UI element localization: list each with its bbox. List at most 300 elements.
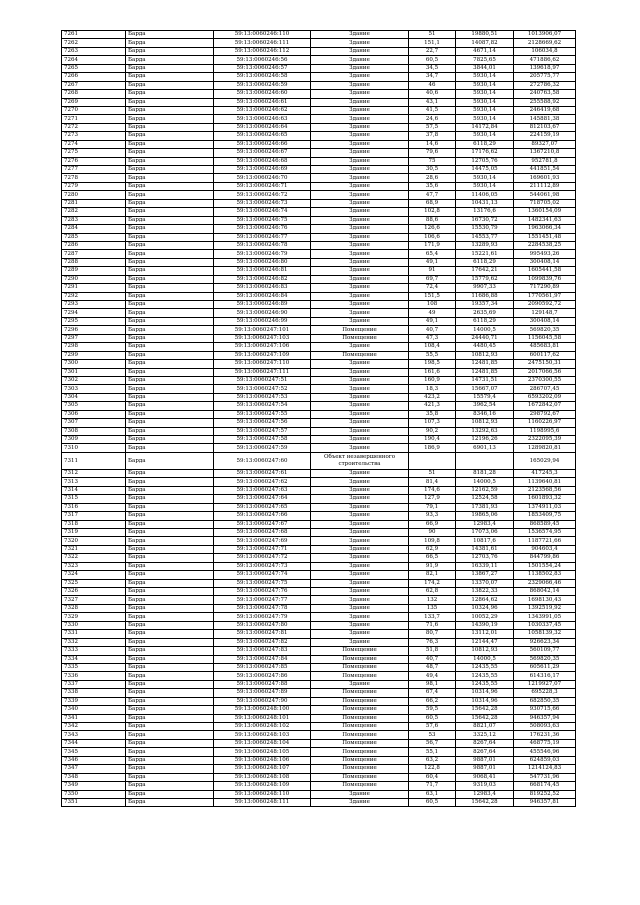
area-value: 186,9 [409,444,456,452]
cadastral-value: 682850,35 [514,697,576,705]
area-value: 109,8 [409,537,456,545]
table-row [62,512,576,520]
area-value: 423,2 [409,393,456,401]
area-value: 107,3 [409,419,456,427]
cadastral-value: 1219927,07 [514,680,576,688]
cadastral-value: 1139640,81 [514,478,576,486]
table-row [62,132,576,140]
cadastral-value: 1214124,83 [514,765,576,773]
unit-rate: 5930,14 [456,90,514,98]
unit-rate: 5930,14 [456,132,514,140]
cadastral-value: 1392519,92 [514,604,576,612]
row-number: 7298 [62,343,126,351]
area-value: 60,5 [409,798,456,806]
table-row [62,106,576,114]
row-number: 7320 [62,537,126,545]
table-row [62,571,576,579]
settlement-name: Барда [126,157,214,165]
cadastral-value: 819252,52 [514,790,576,798]
table-row [62,233,576,241]
unit-rate: 9887,01 [456,756,514,764]
cadastral-number: 59:13:0060247:71 [214,545,311,553]
area-value: 151,1 [409,39,456,47]
settlement-name: Барда [126,537,214,545]
area-value: 90,2 [409,427,456,435]
row-number: 7289 [62,267,126,275]
object-type: Здание [311,444,409,452]
cadastral-number: 59:13:0060246:99 [214,317,311,325]
row-number: 7281 [62,199,126,207]
cadastral-number: 59:13:0060246:77 [214,233,311,241]
object-type: Здание [311,191,409,199]
settlement-name: Барда [126,98,214,106]
unit-rate: 15667,07 [456,385,514,393]
area-value: 22,7 [409,47,456,55]
cadastral-value: 2017066,56 [514,368,576,376]
row-number: 7326 [62,588,126,596]
settlement-name: Барда [126,368,214,376]
cadastral-value: 246419,68 [514,106,576,114]
settlement-name: Барда [126,436,214,444]
settlement-name: Барда [126,275,214,283]
cadastral-value: 1013906,07 [514,31,576,39]
settlement-name: Барда [126,360,214,368]
area-value: 91,9 [409,562,456,570]
unit-rate: 6118,29 [456,140,514,148]
object-type: Здание [311,790,409,798]
cadastral-number: 59:13:0060247:60 [214,452,311,469]
area-value: 102,8 [409,208,456,216]
settlement-name: Барда [126,571,214,579]
settlement-name: Барда [126,596,214,604]
object-type: Здание [311,469,409,477]
settlement-name: Барда [126,630,214,638]
unit-rate: 10812,93 [456,351,514,359]
area-value: 98,1 [409,680,456,688]
cadastral-value: 1770561,97 [514,292,576,300]
settlement-name: Барда [126,604,214,612]
row-number: 7273 [62,132,126,140]
area-value: 67,4 [409,689,456,697]
cadastral-value: 1536574,95 [514,528,576,536]
cadastral-value: 926623,34 [514,638,576,646]
area-value: 40,7 [409,326,456,334]
table-row [62,157,576,165]
cadastral-value: 1601893,32 [514,495,576,503]
table-row [62,275,576,283]
row-number: 7284 [62,225,126,233]
area-value: 18,3 [409,385,456,393]
table-row [62,672,576,680]
row-number: 7264 [62,56,126,64]
area-value: 174,2 [409,579,456,587]
cadastral-number: 59:13:0060247:57 [214,427,311,435]
cadastral-value: 2370300,55 [514,376,576,384]
table-row [62,706,576,714]
unit-rate: 3844,01 [456,64,514,72]
object-type: Здание [311,56,409,64]
cadastral-value: 930715,66 [514,706,576,714]
row-number: 7344 [62,739,126,747]
unit-rate: 13822,33 [456,588,514,596]
row-number: 7285 [62,233,126,241]
unit-rate: 19865,06 [456,512,514,520]
settlement-name: Барда [126,427,214,435]
object-type: Помещение [311,672,409,680]
table-row [62,621,576,629]
unit-rate: 4671,14 [456,47,514,55]
row-number: 7335 [62,663,126,671]
area-value: 198,5 [409,360,456,368]
object-type: Здание [311,258,409,266]
row-number: 7275 [62,149,126,157]
table-row [62,596,576,604]
area-value: 62,9 [409,545,456,553]
area-value: 46 [409,81,456,89]
cadastral-number: 59:13:0060246:110 [214,31,311,39]
unit-rate: 12524,58 [456,495,514,503]
table-body [62,31,576,807]
area-value: 81,4 [409,478,456,486]
table-row [62,343,576,351]
cadastral-number: 59:13:0060247:65 [214,503,311,511]
cadastral-number: 59:13:0060247:109 [214,351,311,359]
area-value: 66,5 [409,554,456,562]
settlement-name: Барда [126,301,214,309]
object-type: Здание [311,562,409,570]
area-value: 60,4 [409,773,456,781]
row-number: 7277 [62,166,126,174]
cadastral-value: 946357,81 [514,798,576,806]
unit-rate: 10314,96 [456,697,514,705]
settlement-name: Барда [126,241,214,249]
unit-rate: 6118,29 [456,317,514,325]
object-type: Здание [311,81,409,89]
cadastral-value: 544061,98 [514,191,576,199]
cadastral-number: 59:13:0060246:89 [214,301,311,309]
unit-rate: 15779,62 [456,275,514,283]
area-value: 62,8 [409,588,456,596]
settlement-name: Барда [126,765,214,773]
row-number: 7338 [62,689,126,697]
settlement-name: Барда [126,81,214,89]
cadastral-value: 272786,32 [514,81,576,89]
area-value: 79,6 [409,149,456,157]
row-number: 7302 [62,376,126,384]
area-value: 49,1 [409,317,456,325]
row-number: 7286 [62,241,126,249]
cadastral-value: 300408,14 [514,317,576,325]
unit-rate: 12983,4 [456,520,514,528]
cadastral-number: 59:13:0060246:62 [214,106,311,114]
table-row [62,64,576,72]
table-row [62,326,576,334]
row-number: 7336 [62,672,126,680]
cadastral-value: 605611,29 [514,663,576,671]
row-number: 7261 [62,31,126,39]
table-row [62,258,576,266]
object-type: Помещение [311,326,409,334]
cadastral-number: 59:13:0060246:68 [214,157,311,165]
table-row [62,309,576,317]
settlement-name: Барда [126,723,214,731]
object-type: Здание [311,225,409,233]
area-value: 93,3 [409,512,456,520]
cadastral-value: 2329066,46 [514,579,576,587]
settlement-name: Барда [126,579,214,587]
cadastral-value: 455546,96 [514,748,576,756]
area-value: 48,7 [409,663,456,671]
cadastral-value: 2322095,39 [514,436,576,444]
row-number: 7292 [62,292,126,300]
object-type: Здание [311,132,409,140]
row-number: 7304 [62,393,126,401]
object-type: Здание [311,478,409,486]
cadastral-number: 59:13:0060248:104 [214,739,311,747]
object-type: Здание [311,376,409,384]
unit-rate: 8267,64 [456,739,514,747]
unit-rate: 9068,41 [456,773,514,781]
cadastral-value: 468775,19 [514,739,576,747]
object-type: Помещение [311,765,409,773]
unit-rate: 6118,29 [456,258,514,266]
object-type: Помещение [311,756,409,764]
area-value: 122,8 [409,765,456,773]
cadastral-number: 59:13:0060246:56 [214,56,311,64]
object-type: Помещение [311,689,409,697]
unit-rate: 24440,71 [456,334,514,342]
object-type: Здание [311,798,409,806]
cadastral-number: 59:13:0060248:103 [214,731,311,739]
unit-rate: 12703,76 [456,554,514,562]
area-value: 69,7 [409,275,456,283]
row-number: 7345 [62,748,126,756]
area-value: 421,3 [409,402,456,410]
object-type: Здание [311,216,409,224]
table-row [62,528,576,536]
area-value: 35,6 [409,182,456,190]
cadastral-number: 59:13:0060247:82 [214,638,311,646]
row-number: 7312 [62,469,126,477]
settlement-name: Барда [126,225,214,233]
settlement-name: Барда [126,621,214,629]
object-type: Здание [311,368,409,376]
table-row [62,123,576,131]
row-number: 7351 [62,798,126,806]
unit-rate: 8267,64 [456,748,514,756]
row-number: 7279 [62,182,126,190]
table-row [62,554,576,562]
area-value: 37,8 [409,132,456,140]
area-value: 66,2 [409,697,456,705]
settlement-name: Барда [126,638,214,646]
settlement-name: Барда [126,613,214,621]
object-type: Здание [311,317,409,325]
table-row [62,503,576,511]
table-row [62,478,576,486]
table-row [62,31,576,39]
row-number: 7263 [62,47,126,55]
table-row [62,368,576,376]
cadastral-number: 59:13:0060246:82 [214,275,311,283]
unit-rate: 17642,21 [456,267,514,275]
settlement-name: Барда [126,790,214,798]
settlement-name: Барда [126,233,214,241]
row-number: 7350 [62,790,126,798]
object-type: Здание [311,486,409,494]
unit-rate: 12983,4 [456,790,514,798]
row-number: 7331 [62,630,126,638]
area-value: 72,4 [409,284,456,292]
cadastral-value: 211112,89 [514,182,576,190]
cadastral-number: 59:13:0060246:76 [214,225,311,233]
object-type: Здание [311,208,409,216]
object-type: Помещение [311,706,409,714]
object-type: Здание [311,166,409,174]
area-value: 41,5 [409,106,456,114]
cadastral-value: 952781,8 [514,157,576,165]
cadastral-number: 59:13:0060246:78 [214,241,311,249]
cadastral-number: 59:13:0060248:101 [214,714,311,722]
table-row [62,495,576,503]
cadastral-number: 59:13:0060246:70 [214,174,311,182]
cadastral-number: 59:13:0060246:71 [214,182,311,190]
object-type: Помещение [311,714,409,722]
cadastral-number: 59:13:0060246:111 [214,39,311,47]
settlement-name: Барда [126,419,214,427]
area-value: 151,5 [409,292,456,300]
cadastral-value: 1551451,48 [514,233,576,241]
unit-rate: 15642,28 [456,706,514,714]
table-row [62,334,576,342]
table-row [62,419,576,427]
object-type: Здание [311,182,409,190]
cadastral-number: 59:13:0060246:83 [214,284,311,292]
settlement-name: Барда [126,64,214,72]
cadastral-number: 59:13:0060247:77 [214,596,311,604]
unit-rate: 14087,82 [456,39,514,47]
cadastral-number: 59:13:0060246:63 [214,115,311,123]
cadastral-number: 59:13:0060247:72 [214,554,311,562]
area-value: 56,7 [409,739,456,747]
unit-rate: 19357,34 [456,301,514,309]
area-value: 55,5 [409,351,456,359]
cadastral-value: 946357,94 [514,714,576,722]
area-value: 106,6 [409,233,456,241]
area-value: 30,5 [409,166,456,174]
table-row [62,714,576,722]
cadastral-number: 59:13:0060247:83 [214,647,311,655]
settlement-name: Барда [126,739,214,747]
area-value: 59,5 [409,706,456,714]
cadastral-number: 59:13:0060246:60 [214,90,311,98]
area-value: 79,1 [409,503,456,511]
object-type: Помещение [311,663,409,671]
settlement-name: Барда [126,343,214,351]
unit-rate: 14000,5 [456,655,514,663]
object-type: Здание [311,402,409,410]
cadastral-value: 1963066,34 [514,225,576,233]
unit-rate: 9319,03 [456,782,514,790]
cadastral-number: 59:13:0060247:51 [214,376,311,384]
cadastral-number: 59:13:0060247:53 [214,393,311,401]
area-value: 68,9 [409,199,456,207]
settlement-name: Барда [126,520,214,528]
area-value: 49 [409,309,456,317]
cadastral-number: 59:13:0060247:55 [214,410,311,418]
settlement-name: Барда [126,782,214,790]
row-number: 7323 [62,562,126,570]
table-row [62,756,576,764]
settlement-name: Барда [126,562,214,570]
row-number: 7272 [62,123,126,131]
unit-rate: 5930,14 [456,115,514,123]
unit-rate: 5930,14 [456,98,514,106]
row-number: 7309 [62,436,126,444]
settlement-name: Барда [126,351,214,359]
row-number: 7291 [62,284,126,292]
table-row [62,427,576,435]
cadastral-value: 718705,02 [514,199,576,207]
cadastral-value: 240763,58 [514,90,576,98]
settlement-name: Барда [126,444,214,452]
table-row [62,56,576,64]
row-number: 7278 [62,174,126,182]
cadastral-value: 695228,3 [514,689,576,697]
unit-rate: 8821,07 [456,723,514,731]
cadastral-value: 508093,63 [514,723,576,731]
cadastral-number: 59:13:0060247:61 [214,469,311,477]
area-value: 65,4 [409,250,456,258]
row-number: 7325 [62,579,126,587]
settlement-name: Барда [126,284,214,292]
cadastral-number: 59:13:0060248:107 [214,765,311,773]
table-row [62,537,576,545]
table-row [62,765,576,773]
unit-rate: 11406,05 [456,191,514,199]
object-type: Здание [311,512,409,520]
settlement-name: Барда [126,773,214,781]
table-row [62,292,576,300]
table-row [62,630,576,638]
unit-rate: 10812,93 [456,419,514,427]
area-value: 75 [409,157,456,165]
settlement-name: Барда [126,123,214,131]
cadastral-number: 59:13:0060247:59 [214,444,311,452]
unit-rate: 16730,72 [456,216,514,224]
row-number: 7295 [62,317,126,325]
cadastral-number: 59:13:0060248:106 [214,756,311,764]
cadastral-number: 59:13:0060247:52 [214,385,311,393]
unit-rate: 9907,33 [456,284,514,292]
cadastral-number: 59:13:0060246:65 [214,132,311,140]
settlement-name: Барда [126,588,214,596]
settlement-name: Барда [126,216,214,224]
table-row [62,680,576,688]
cadastral-value: 2128669,62 [514,39,576,47]
cadastral-number: 59:13:0060246:74 [214,208,311,216]
cadastral-number: 59:13:0060246:80 [214,258,311,266]
cadastral-number: 59:13:0060247:58 [214,436,311,444]
area-value: 51,8 [409,647,456,655]
row-number: 7341 [62,714,126,722]
unit-rate: 12705,76 [456,157,514,165]
unit-rate: 12435,55 [456,672,514,680]
cadastral-value: 224159,19 [514,132,576,140]
settlement-name: Барда [126,174,214,182]
row-number: 7343 [62,731,126,739]
object-type: Помещение [311,739,409,747]
